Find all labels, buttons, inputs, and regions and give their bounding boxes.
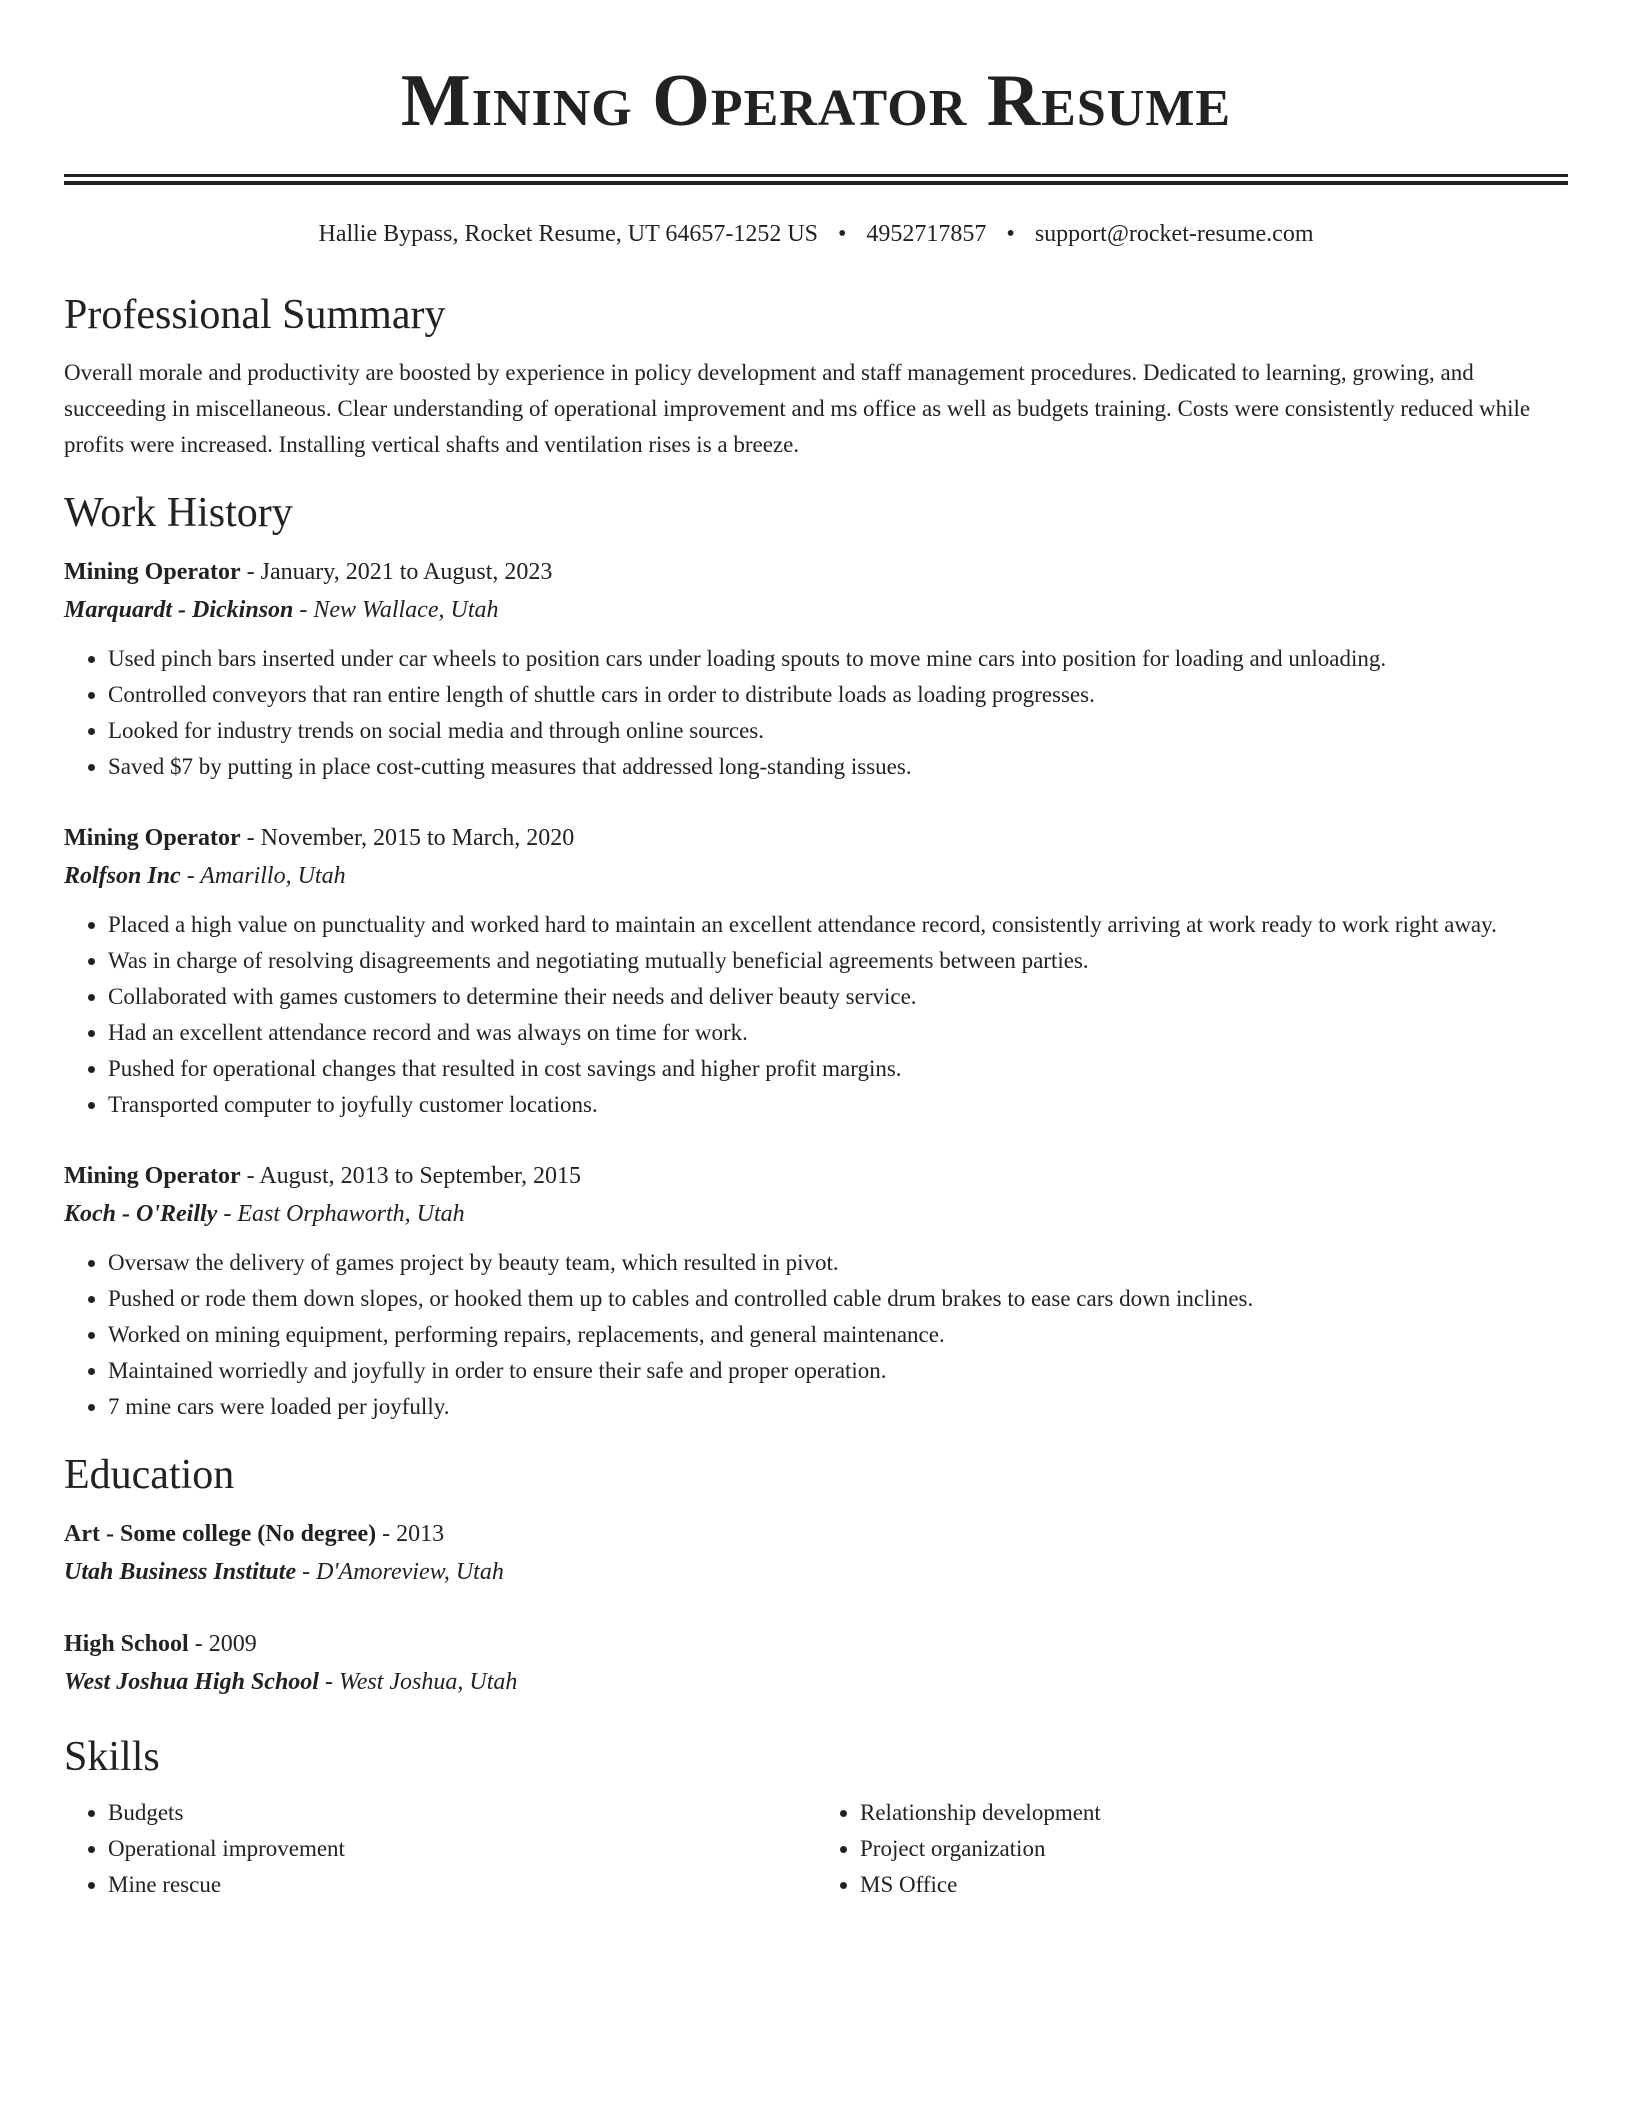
job-entry: [64, 1157, 1568, 1425]
skill-item: • Relationship development: [860, 1795, 1568, 1831]
work-history-heading: Work History: [64, 490, 293, 536]
resume-title: Mining Operator Resume: [400, 60, 1232, 142]
job-bullet: • Maintained worriedly and joyfully in order to ensure their safe and proper operation.: [108, 1353, 1568, 1389]
job-title: Mining Operator: [64, 825, 241, 851]
education-heading: Education: [64, 1452, 235, 1498]
job-bullet: • Worked on mining equipment, performing repairs, replacements, and general maintenance.: [108, 1317, 1568, 1353]
job-title: Mining Operator: [64, 559, 241, 585]
job-bullet: • Used pinch bars inserted under car wheels to position cars under loading spouts to move mine cars into position for loading and unloading.: [108, 641, 1568, 677]
job-bullets: [64, 1245, 1568, 1425]
skills-heading: Skills: [64, 1734, 160, 1780]
education-degree: Art - Some college (No degree): [64, 1521, 377, 1547]
job-title-line: [64, 553, 1568, 591]
job-company-line: [64, 591, 1568, 629]
job-title-line: [64, 819, 1568, 857]
contact-address: Hallie Bypass, Rocket Resume, UT 64657-1252 US: [318, 221, 818, 247]
education-entry: [64, 1625, 1568, 1701]
job-location: - New Wallace, Utah: [293, 597, 499, 623]
job-bullet: • Collaborated with games customers to determine their needs and deliver beauty service.: [108, 979, 1568, 1015]
contact-phone: 4952717857: [866, 221, 987, 247]
education-entry: [64, 1515, 1568, 1591]
job-company: Rolfson Inc: [64, 863, 181, 889]
job-location: - Amarillo, Utah: [180, 863, 346, 889]
summary-text: Overall morale and productivity are boosted by experience in policy development and staff management procedures. Dedicated to learning, growing, and succeeding in miscellaneous. Clear understanding of operational improvement and ms office as well as budgets training. Costs were consistently reduced while profits were increased. Installing vertical shafts and ventilation rises is a breeze.: [64, 360, 1531, 457]
skill-item: • Project organization: [860, 1831, 1568, 1867]
education-year: - 2009: [188, 1631, 257, 1657]
job-dates: - August, 2013 to September, 2015: [240, 1163, 582, 1189]
job-company-line: [64, 1195, 1568, 1233]
contact-separator: •: [838, 221, 847, 247]
education-school-line: [64, 1663, 1568, 1701]
work-history-section: [64, 487, 1568, 1425]
job-bullet: • Controlled conveyors that ran entire length of shuttle cars in order to distribute loads as loading progresses.: [108, 677, 1568, 713]
skill-item: • Budgets: [108, 1795, 816, 1831]
education-degree-line: [64, 1515, 1568, 1553]
job-entry: [64, 819, 1568, 1123]
education-location: - West Joshua, Utah: [318, 1669, 518, 1695]
job-title-line: [64, 1157, 1568, 1195]
job-company-line: [64, 857, 1568, 895]
job-bullet: • Oversaw the delivery of games project by beauty team, which resulted in pivot.: [108, 1245, 1568, 1281]
summary-heading: Professional Summary: [64, 292, 446, 338]
job-dates: - November, 2015 to March, 2020: [240, 825, 575, 851]
job-company: Koch - O'Reilly: [64, 1201, 218, 1227]
job-bullet: • Transported computer to joyfully customer locations.: [108, 1087, 1568, 1123]
summary-section: [64, 289, 1568, 463]
skills-list-right: [816, 1795, 1568, 1903]
job-bullet: • Placed a high value on punctuality and worked hard to maintain an excellent attendance record, consistently arriving at work ready to work right away.: [108, 907, 1568, 943]
education-year: - 2013: [376, 1521, 445, 1547]
job-bullet: • Pushed for operational changes that resulted in cost savings and higher profit margins.: [108, 1051, 1568, 1087]
job-location: - East Orphaworth, Utah: [217, 1201, 465, 1227]
job-dates: - January, 2021 to August, 2023: [240, 559, 553, 585]
contact-email[interactable]: support@rocket-resume.com: [1034, 221, 1314, 247]
education-school: West Joshua High School: [64, 1669, 319, 1695]
job-bullet: • Was in charge of resolving disagreements and negotiating mutually beneficial agreements between parties.: [108, 943, 1568, 979]
job-entry: [64, 553, 1568, 785]
education-school-line: [64, 1553, 1568, 1591]
job-bullet: • Pushed or rode them down slopes, or hooked them up to cables and controlled cable drum brakes to ease cars down inclines.: [108, 1281, 1568, 1317]
job-bullet: • 7 mine cars were loaded per joyfully.: [108, 1389, 1568, 1425]
education-section: [64, 1449, 1568, 1701]
job-bullet: • Saved $7 by putting in place cost-cutting measures that addressed long-standing issues.: [108, 749, 1568, 785]
skills-list-left: [64, 1795, 816, 1903]
contact-line: [64, 219, 1568, 249]
skill-item: • Mine rescue: [108, 1867, 816, 1903]
education-school: Utah Business Institute: [64, 1559, 297, 1585]
education-location: - D'Amoreview, Utah: [296, 1559, 504, 1585]
contact-separator: •: [1006, 221, 1015, 247]
skill-item: • Operational improvement: [108, 1831, 816, 1867]
education-degree-line: [64, 1625, 1568, 1663]
job-title: Mining Operator: [64, 1163, 241, 1189]
education-degree: High School: [64, 1631, 189, 1657]
job-bullet: • Looked for industry trends on social media and through online sources.: [108, 713, 1568, 749]
job-bullets: [64, 907, 1568, 1123]
job-bullets: [64, 641, 1568, 785]
title-double-rule: [64, 174, 1568, 185]
skills-section: [64, 1731, 1568, 1903]
job-bullet: • Had an excellent attendance record and was always on time for work.: [108, 1015, 1568, 1051]
skills-columns: [64, 1795, 1568, 1903]
job-company: Marquardt - Dickinson: [64, 597, 294, 623]
skill-item: • MS Office: [860, 1867, 1568, 1903]
